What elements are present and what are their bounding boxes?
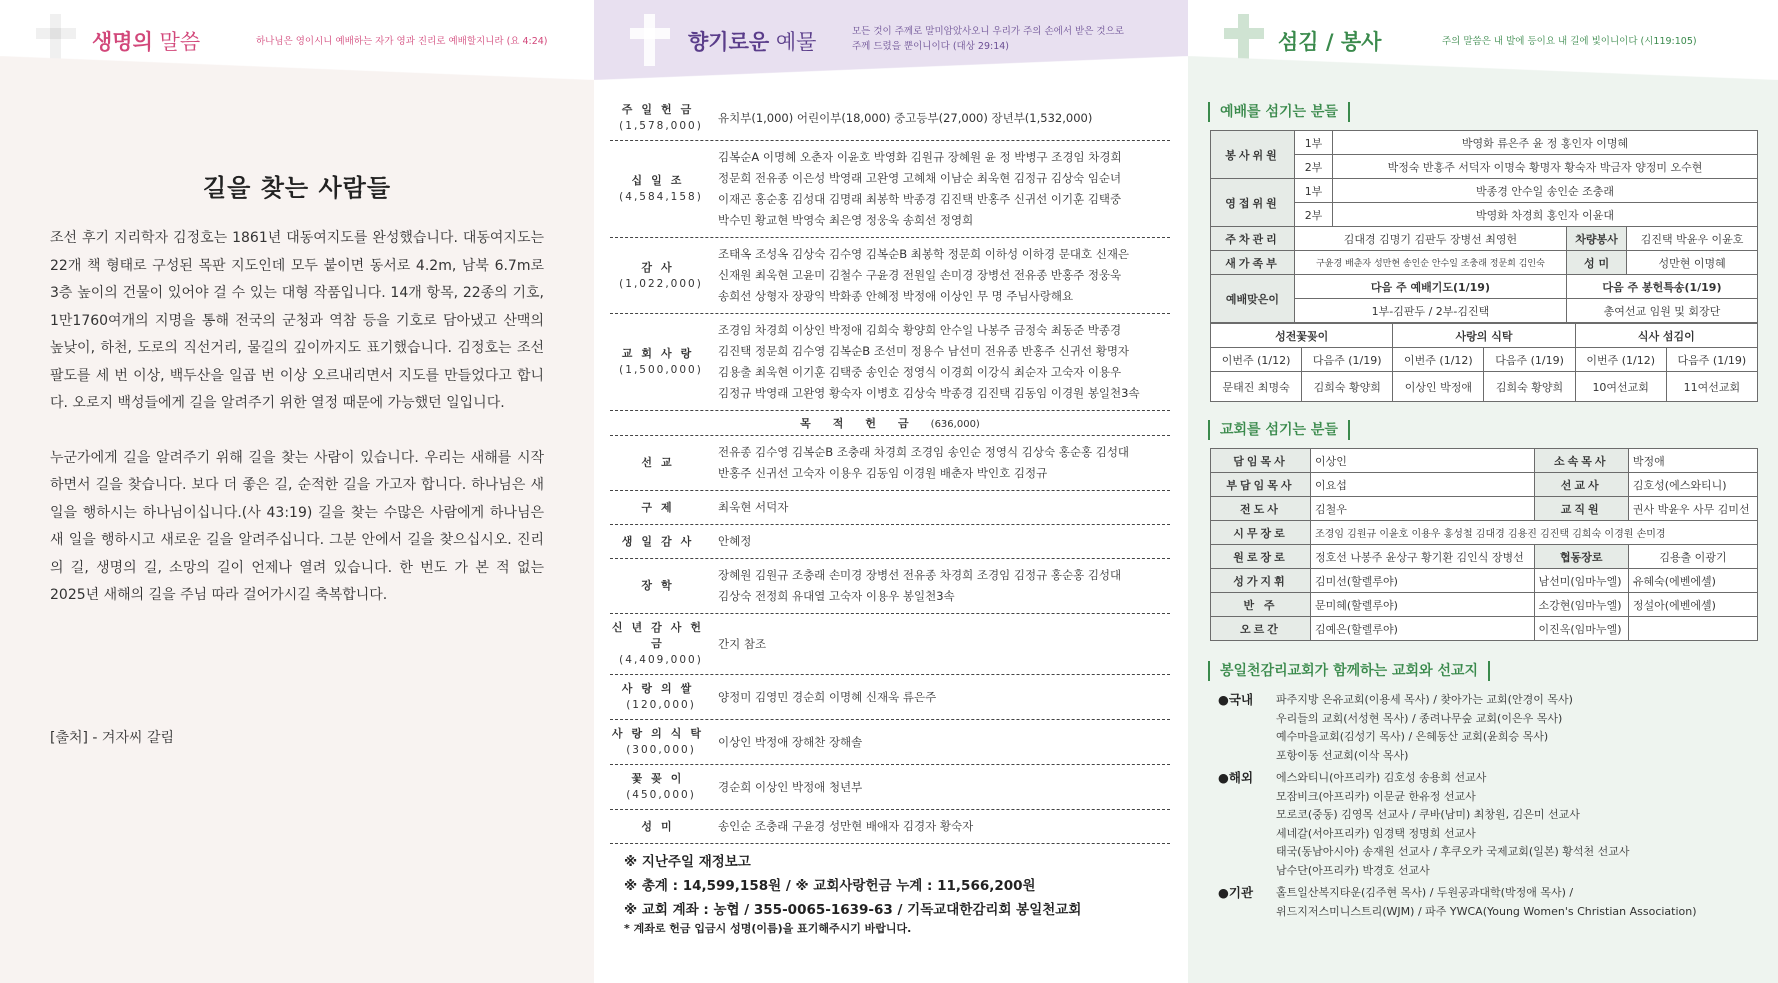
cell: 박종경 안수일 송인순 조충래: [1333, 179, 1758, 203]
offering-row: [610, 720, 1170, 765]
staff-row: [1211, 497, 1758, 521]
section-title: 예배를 섬기는 분들: [1208, 102, 1350, 122]
partners-list: [1188, 681, 1778, 921]
cell: 박영화 류은주 윤 정 홍인자 이명혜: [1333, 131, 1758, 155]
cell-label: 새가족부: [1211, 251, 1295, 275]
cell-label: 오르간: [1211, 617, 1311, 641]
name-line: 양정미 김영민 경순희 이명혜 신재욱 류은주: [718, 689, 937, 704]
section-title: 봉일천감리교회가 함께하는 교회와 선교지: [1208, 661, 1490, 681]
partner-line: 에스와티니(아프리카) 김호성 송용희 선교사: [1276, 771, 1487, 784]
cell-label: 봉사위원: [1211, 131, 1295, 179]
offering-names: [712, 620, 1170, 668]
partner-line: 위드지저스미니스트리(WJM) / 파주 YWCA(Young Women's Christian Association): [1276, 904, 1697, 918]
service-title: 섬김 / 봉사: [1278, 30, 1382, 54]
partner-line: 태국(동남아시아) 송재원 선교사 / 후쿠오카 국제교회(일본) 황석천 선교사: [1276, 845, 1630, 858]
offering-names: [712, 531, 1170, 552]
cell: 권사 박윤우 사무 김미선: [1628, 497, 1757, 521]
cell: 다음주 (1/19): [1302, 348, 1393, 372]
cell-label: 전도사: [1211, 497, 1311, 521]
cell: 유혜숙(에벤에셀): [1628, 569, 1757, 593]
offering-names: [712, 816, 1170, 837]
cell: 문태진 최명숙: [1211, 372, 1302, 402]
church-servers-section: [1188, 420, 1778, 641]
service-panel: [1188, 0, 1778, 983]
offering-row: [610, 491, 1170, 525]
partner-line: 모로코(중동) 김영목 선교사 / 쿠바(남미) 최창원, 김은미 선교사: [1276, 808, 1580, 821]
offering-amount: (300,000): [626, 744, 696, 756]
header-verse: 주의 말씀은 내 발에 등이요 내 길에 빛이니이다 (시119:105): [1442, 36, 1697, 47]
cell: 다음 주 예배기도(1/19): [1295, 275, 1567, 299]
partner-line: 홀트일산복지타운(김주현 목사) / 두원공과대학(박정애 목사) /: [1276, 886, 1574, 899]
finance-title: ※ 지난주일 재정보고: [624, 854, 751, 870]
section-title: 교회를 섬기는 분들: [1208, 420, 1350, 440]
cell-label: 선교사: [1534, 473, 1628, 497]
partner-line: 남수단(아프리카) 박경호 선교사: [1276, 863, 1430, 877]
header-divider: [594, 56, 1188, 80]
name-line: 최욱현 서덕자: [718, 500, 789, 514]
name-line: 간지 참조: [718, 636, 767, 651]
name-line: 전유종 김수영 김복순B 조충래 차경희 조경임 송인순 정영식 김상숙 홍순홍 김성대: [718, 445, 1130, 459]
cell-label: 담임목사: [1211, 449, 1311, 473]
offering-names: [712, 244, 1170, 307]
offering-header: [594, 0, 1188, 80]
header-divider: [1188, 56, 1778, 80]
offering-label: 감사 (1,022,000): [610, 244, 712, 307]
cell: 박영화 차경희 홍인자 이윤대: [1333, 203, 1758, 227]
cell: 김철우: [1311, 497, 1535, 521]
cell: 사랑의 식탁: [1393, 324, 1575, 348]
cell: 김희숙 황양희: [1484, 372, 1575, 402]
cell: 다음 주 봉헌특송(1/19): [1566, 275, 1757, 299]
partner-line: 우리들의 교회(서성현 목사) / 종려나무숲 교회(이은우 목사): [1276, 711, 1563, 725]
word-of-life-panel: [0, 0, 594, 983]
offering-label: 생일감사: [621, 534, 701, 548]
name-line: 신재원 최욱현 고윤미 김철수 구윤경 전원일 손미경 장병선 전유종 반홍주 정웅욱: [718, 268, 1122, 282]
partner-category: ●기관: [1218, 885, 1254, 900]
offering-row: [610, 436, 1170, 491]
cell-label: 시무장로: [1211, 521, 1311, 545]
partner-line: 예수마을교회(김성기 목사) / 은혜동산 교회(윤희승 목사): [1276, 730, 1549, 743]
offering-names: [712, 497, 1170, 518]
cell: 정호선 나봉주 윤상구 황기환 김인식 장병선: [1311, 545, 1535, 569]
cell: 식사 섬김이: [1575, 324, 1757, 348]
bank-note: * 계좌로 헌금 입금시 성명(이름)을 표기해주시기 바랍니다.: [624, 922, 912, 935]
name-line: 김정규 박영래 고완영 황숙자 이병호 김상숙 박종경 김진택 김동임 이경원 봉일천3속: [718, 386, 1140, 400]
offering-amount: (1,578,000): [619, 120, 703, 132]
sermon-paragraph: 누군가에게 길을 알려주기 위해 길을 찾는 사람이 있습니다. 우리는 새해를 시작하면서 길을 찾습니다. 보다 더 좋은 길, 순적한 길을 가고자 합니다. 하나님은 새 일을 행하시는 하나님이십니다.(사 43:19) 길을 찾는 수많은 사람에게 하나님은 새 일을 행하시고 새로운 길을 알려주십니다. 그분 안에서 길을 찾으십시오. 진리의 길, 생명의 길, 소망의 길이 언제나 열려 있습니다. 한 번도 가 본 적 없는 2025년 새해의 길을 주님 따라 걸어가시길 축복합니다.: [50, 449, 544, 603]
name-line: 유치부(1,000) 어린이부(18,000) 중고등부(27,000) 장년부(1,532,000): [718, 110, 1093, 125]
offering-names: [712, 442, 1170, 484]
offering-amount: (1,500,000): [619, 364, 703, 376]
finance-report: [594, 844, 1188, 936]
offering-label: 신년감사헌금 (4,409,000): [611, 621, 711, 666]
title-bold: 향기로운: [688, 30, 770, 54]
cell: 김호성(에스와티니): [1628, 473, 1757, 497]
offering-label: 꽃꽂이 (450,000): [610, 771, 712, 803]
volunteer-schedule-table: [1210, 323, 1758, 402]
cell: 박정애: [1628, 449, 1757, 473]
offering-label: 십일조 (4,584,158): [610, 147, 712, 231]
cell-label: 원로장로: [1211, 545, 1311, 569]
cell: 이번주 (1/12): [1393, 348, 1484, 372]
word-of-life-title: [92, 26, 200, 56]
cell: 2부: [1295, 203, 1333, 227]
offering-label: 선교: [641, 456, 681, 469]
offering-label: 장학: [641, 579, 681, 592]
offering-row: [610, 525, 1170, 559]
name-line: 김용출 최욱현 이기훈 김택중 송인순 정영식 이경희 이강식 최순자 고숙자 이용우: [718, 365, 1122, 379]
partners-section: [1188, 661, 1778, 921]
partner-category: ●해외: [1218, 770, 1254, 785]
cell: 성만현 이명혜: [1627, 251, 1758, 275]
offering-row: [610, 238, 1170, 314]
name-line: 장혜원 김원규 조충래 손미경 장병선 전유종 차경희 조경임 김정규 홍순홍 김성대: [718, 568, 1122, 582]
cell: 남선미(임마누엘): [1534, 569, 1628, 593]
cell: 이상인 박정애: [1393, 372, 1484, 402]
partner-line: 파주지방 은유교회(이용세 목사) / 찾아가는 교회(안경이 목사): [1276, 693, 1573, 706]
cell: 성전꽃꽂이: [1211, 324, 1393, 348]
cell: [1628, 617, 1757, 641]
title-light: 말씀: [152, 30, 201, 54]
partner-group: [1218, 884, 1778, 921]
offering-amount: (4,584,158): [619, 191, 703, 203]
offering-amount: (4,409,000): [619, 654, 703, 666]
cell: 이번주 (1/12): [1211, 348, 1302, 372]
cell: 이상인: [1311, 449, 1535, 473]
church-servers-table: [1210, 448, 1758, 641]
cell: 김대경 김명기 김판두 장병선 최영헌: [1295, 227, 1567, 251]
partner-line: 모잠비크(아프리카) 이문균 한유정 선교사: [1276, 789, 1476, 803]
header-verse: 하나님은 영이시니 예배하는 자가 영과 진리로 예배할지니라 (요 4:24): [256, 36, 548, 47]
sermon-title: 길을 찾는 사람들: [203, 174, 391, 202]
offering-row: [610, 614, 1170, 675]
offering-label: 사랑의식탁 (300,000): [611, 727, 711, 756]
cell: 10여선교회: [1575, 372, 1666, 402]
cell: 이번주 (1/12): [1575, 348, 1666, 372]
worship-servers-section: [1188, 102, 1778, 402]
cell-label: 예배맞은이: [1211, 275, 1295, 323]
offering-row: [610, 765, 1170, 810]
cell-label: 협동장로: [1534, 545, 1628, 569]
word-of-life-header: [0, 0, 594, 80]
offering-amount: (120,000): [626, 699, 696, 711]
cell: 1부: [1295, 179, 1333, 203]
cell: 1부: [1295, 131, 1333, 155]
name-line: 이상인 박정애 장해찬 장해솔: [718, 734, 863, 749]
offering-names: [712, 320, 1170, 404]
cell: 김미선(할렐루야): [1311, 569, 1535, 593]
verse-line: 모든 것이 주께로 말미암았사오니 우리가 주의 손에서 받은 것으로: [852, 26, 1124, 37]
cell: 총여선교 임원 및 회장단: [1566, 299, 1757, 323]
worship-servers-table: [1210, 130, 1758, 323]
name-line: 김복순A 이명혜 오춘자 이윤호 박영화 김원규 장혜원 윤 정 박병구 조경임 차경희: [718, 150, 1122, 164]
name-line: 반홍주 신귀선 고숙자 이용우 김동임 이경원 배춘자 박인호 김정규: [718, 466, 1048, 480]
name-line: 조태옥 조성옥 김상숙 김수영 김복순B 최봉학 정문희 이하성 이하경 문대호 신재은: [718, 247, 1130, 261]
offering-row: [610, 96, 1170, 141]
cell-label: 반 주: [1211, 593, 1311, 617]
cell: 박정숙 반홍주 서덕자 이명숙 황명자 황숙자 박금자 양정미 오수현: [1333, 155, 1758, 179]
title-bold: 생명의: [92, 30, 153, 54]
cell-label: 소속목사: [1534, 449, 1628, 473]
partner-line: 세네갈(서아프리카) 임경택 정명희 선교사: [1276, 826, 1476, 840]
offering-row: [610, 141, 1170, 238]
cell-label: 주차관리: [1211, 227, 1295, 251]
offering-label: 성미: [641, 819, 681, 833]
cell-label: 성가지휘: [1211, 569, 1311, 593]
staff-row: [1211, 449, 1758, 473]
service-header: [1188, 0, 1778, 80]
offering-names: [712, 726, 1170, 758]
offering-names: [712, 102, 1170, 134]
partner-group: [1218, 769, 1778, 880]
offering-amount: (1,022,000): [619, 277, 703, 290]
cell: 다음주 (1/19): [1484, 348, 1575, 372]
header-verse: [852, 24, 1152, 54]
sermon-source: [출처] - 겨자씨 갈림: [50, 730, 174, 746]
cell: 이진옥(임마누엘): [1534, 617, 1628, 641]
offering-panel: [594, 0, 1188, 983]
offering-row: [610, 559, 1170, 614]
bank-account: ※ 교회 계좌 : 농협 / 355-0065-1639-63 / 기독교대한감리회 봉일천교회: [624, 902, 1082, 918]
finance-total: ※ 총계 : 14,599,158원 / ※ 교회사랑헌금 누계 : 11,566,200원: [624, 878, 1036, 894]
offering-names: [712, 771, 1170, 803]
offering-list: [594, 80, 1188, 844]
name-line: 송인순 조충래 구윤경 성만현 배애자 김경자 황숙자: [718, 819, 974, 833]
purpose-offering-heading: 목적헌금(636,000): [610, 411, 1170, 436]
partner-line: 포항이동 선교회(이삭 목사): [1276, 748, 1409, 762]
sermon-body: [0, 203, 594, 610]
cell: 2부: [1295, 155, 1333, 179]
verse-line: 주께 드렸을 뿐이니이다 (대상 29:14): [852, 41, 1009, 52]
name-line: 송희선 상형자 장광익 박화종 안혜정 박정애 이상인 무 명 주님사랑해요: [718, 289, 1074, 303]
cell: 김용출 이광기: [1628, 545, 1757, 569]
name-line: 조경임 차경희 이상인 박정애 김희숙 황양희 안수일 나봉주 금정숙 최동준 박종경: [718, 323, 1122, 337]
partner-group: [1218, 691, 1778, 765]
name-line: 박수민 황교현 박영숙 최은영 정웅욱 송희선 정영희: [718, 213, 974, 227]
cell-label: 차량봉사: [1566, 227, 1626, 251]
cell: 다음주 (1/19): [1666, 348, 1757, 372]
cell-label: 성 미: [1566, 251, 1626, 275]
offering-label: 구제: [641, 500, 681, 514]
sermon-paragraph: 조선 후기 지리학자 김정호는 1861년 대동여지도를 완성했습니다. 대동여지도는 22개 책 형태로 구성된 목판 지도인데 모두 붙이면 동서로 4.2m, 남북 6.7m로 3층 높이의 건물이 있어야 걸 수 있는 대형 작품입니다. 14개 항목, 22종의 기호, 1만1760여개의 지명을 통해 전국의 군청과 역참 등을 기호로 담아냈고 산맥의 높낮이, 하천, 도로의 직선거리, 물길의 깊이까지도 표기했습니다. 김정호는 조선팔도를 세 번 이상, 백두산을 일곱 번 이상 오르내리면서 지도를 만들었다고 합니다. 오로지 백성들에게 길을 알려주기 위한 열정 때문에 가능했던 일입니다.: [50, 230, 544, 411]
offering-label: 사랑의쌀 (120,000): [610, 681, 712, 713]
staff-row: [1211, 473, 1758, 497]
cell: 정설아(에벤에셀): [1628, 593, 1757, 617]
offering-row: [610, 810, 1170, 844]
cell: 1부-김판두 / 2부-김진택: [1295, 299, 1567, 323]
name-line: 김진택 정문희 김수영 김복순B 조선미 정용수 남선미 전유종 반홍주 신귀선 황명자: [718, 344, 1130, 358]
offering-names: [712, 565, 1170, 607]
offering-row: [610, 314, 1170, 411]
name-line: 김상숙 전정희 유대열 고숙자 이용우 봉일천3속: [718, 589, 955, 603]
offering-label: 교회사랑 (1,500,000): [610, 320, 712, 404]
title-light: 예물: [769, 30, 817, 54]
partner-category: ●국내: [1218, 692, 1254, 707]
cell-label: 교직원: [1534, 497, 1628, 521]
header-divider: [0, 56, 594, 80]
offering-names: [712, 147, 1170, 231]
name-line: 이재곤 홍순홍 김성대 김명래 최봉학 박종경 김진택 반홍주 신귀선 이기훈 김택중: [718, 192, 1122, 206]
cell: 문미혜(할렐루야): [1311, 593, 1535, 617]
cell: 김예은(할렐루야): [1311, 617, 1535, 641]
cell-label: 영접위원: [1211, 179, 1295, 227]
offering-row: [610, 675, 1170, 720]
cell: 김진택 박윤우 이윤호: [1627, 227, 1758, 251]
offering-title: [688, 26, 816, 56]
offering-label: 주일헌금 (1,578,000): [610, 102, 712, 134]
cell: 소강현(임마누엘): [1534, 593, 1628, 617]
cell: 조경임 김원규 이윤호 이용우 홍성철 김대경 김용진 김진택 김희숙 이경원 손미경: [1311, 521, 1758, 545]
cell: 11여선교회: [1666, 372, 1757, 402]
offering-amount: (450,000): [626, 789, 696, 801]
name-line: 경순희 이상인 박정애 청년부: [718, 779, 863, 794]
name-line: 안혜정: [718, 534, 752, 548]
cell-label: 부담임목사: [1211, 473, 1311, 497]
name-line: 정문희 전유종 이은성 박영래 고완영 고혜채 이남순 최욱현 김정규 김상숙 임순녀: [718, 171, 1122, 185]
offering-names: [712, 681, 1170, 713]
cell: 김희숙 황양희: [1302, 372, 1393, 402]
cell: 이요섭: [1311, 473, 1535, 497]
cell: 구윤경 배춘자 성만현 송인순 안수일 조충래 정문희 김인숙: [1295, 251, 1567, 275]
